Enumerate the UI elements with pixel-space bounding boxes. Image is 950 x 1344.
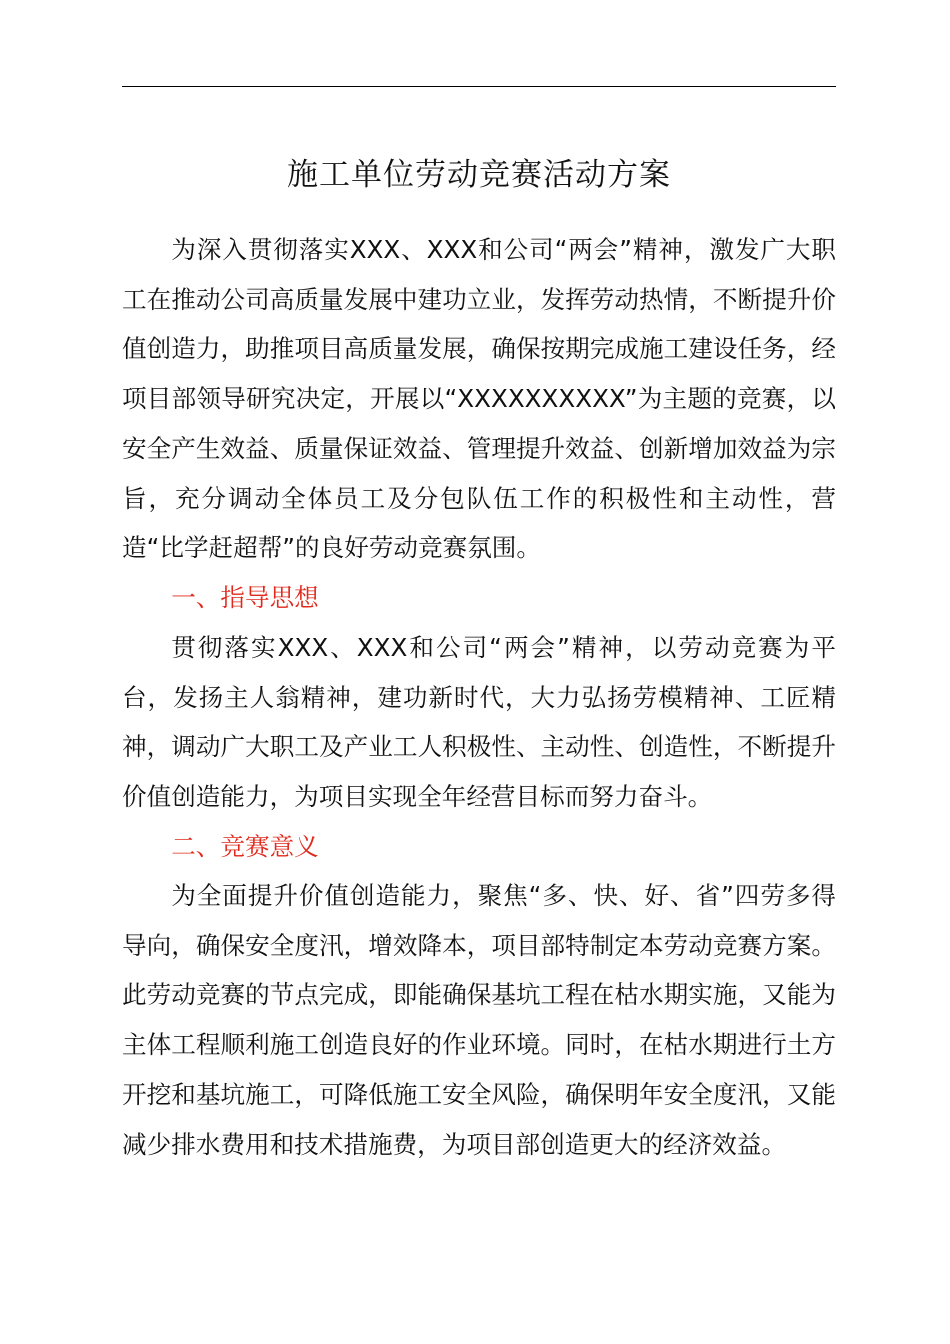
section-heading-competition-significance: 二、竞赛意义: [171, 832, 319, 861]
header-rule: [122, 86, 836, 87]
section-body-guiding-ideology: 贯彻落实XXX、XXX和公司“两会”精神，以劳动竞赛为平台，发扬主人翁精神，建功新时代，大力弘扬劳模精神、工匠精神，调动广大职工及产业工人积极性、主动性、创造性，不断提升价值创造能力，为项目实现全年经营目标而努力奋斗。: [122, 633, 836, 812]
section-body-competition-significance: 为全面提升价值创造能力，聚焦“多、快、好、省”四劳多得导向，确保安全度汛，增效降本，项目部特制定本劳动竞赛方案。此劳动竞赛的节点完成，即能确保基坑工程在枯水期实施，又能为主体工程顺利施工创造良好的作业环境。同时，在枯水期进行土方开挖和基坑施工，可降低施工安全风险，确保明年安全度汛，又能减少排水费用和技术措施费，为项目部创造更大的经济效益。: [122, 881, 836, 1159]
section-heading-guiding-ideology: 一、指导思想: [171, 583, 319, 612]
document-title: 施工单位劳动竞赛活动方案: [287, 157, 671, 193]
intro-paragraph: 为深入贯彻落实XXX、XXX和公司“两会”精神，激发广大职工在推动公司高质量发展中建功立业，发挥劳动热情，不断提升价值创造力，助推项目高质量发展，确保按期完成施工建设任务，经项目部领导研究决定，开展以“XXXXXXXXXX”为主题的竞赛，以安全产生效益、质量保证效益、管理提升效益、创新增加效益为宗旨，充分调动全体员工及分包队伍工作的积极性和主动性，营造“比学赶超帮”的良好劳动竞赛氛围。: [122, 235, 836, 563]
